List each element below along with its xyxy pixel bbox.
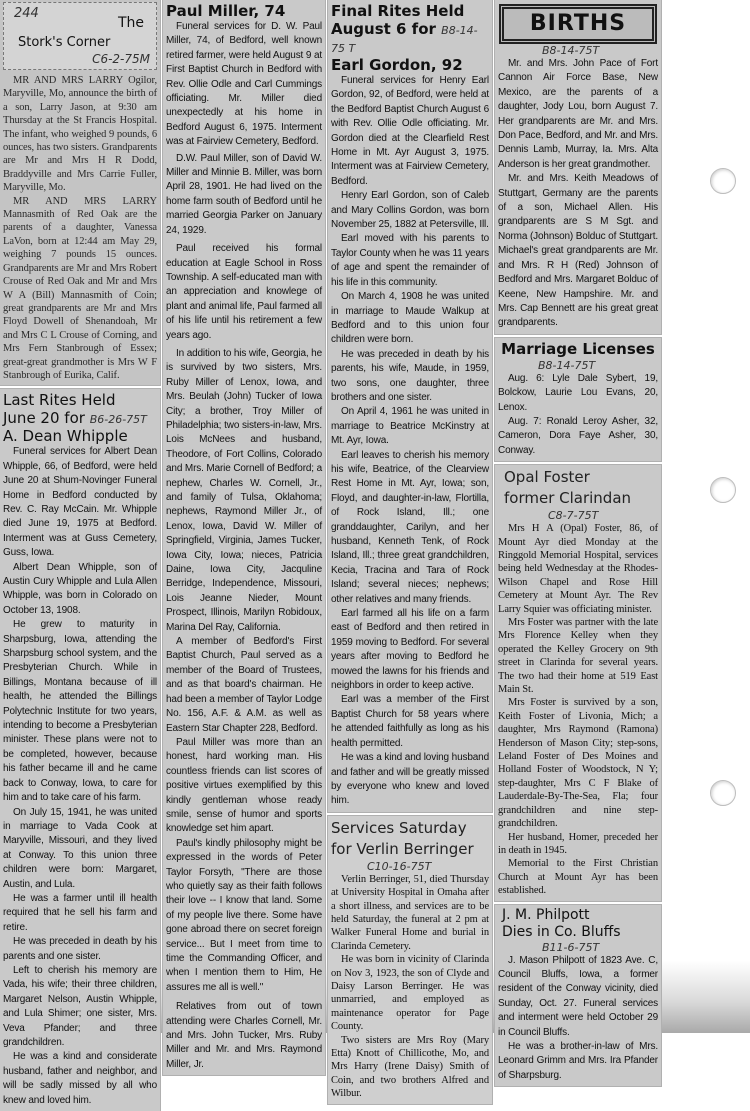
headline-line — [3, 409, 157, 427]
binder-hole — [710, 168, 736, 194]
obituary-headline — [331, 818, 489, 860]
obituary-paragraph: Earl was a member of the First Baptist Church for 58 years where he attended faithfully as long as his health permitted. — [331, 694, 489, 749]
obituary-paragraph: Mrs H A (Opal) Foster, 86, of Mount Ayr died Monday at the Ringgold Memorial Hospital, services being held Wednesday at the Rhodes-Wilson Chapel and Rose Hill Cemetery at Mount Ayr. The Rev Larry Squier was officiating minister. — [498, 523, 658, 615]
births-title-box — [499, 4, 657, 44]
handwritten-date-note: B8-14-75T — [538, 358, 596, 372]
obituary-paragraph: Memorial to the First Christian Church at Mount Ayr has been established. — [498, 858, 658, 897]
births-clipping — [495, 0, 661, 334]
column-2 — [163, 0, 325, 1075]
page-number-note: 244 — [14, 6, 39, 21]
storks-corner-clipping — [0, 0, 160, 385]
binder-hole — [710, 780, 736, 806]
handwritten-date-note: C6-2-75M — [92, 52, 150, 66]
birth-announcement: Mr. and Mrs. John Pace of Fort Cannon Air Force Base, New Mexico, are the parents of a daughter, Jody Lou, born August 7. Her grandparents are Mr. and Mrs. Don Pace, Bedford, and Mr. and Mrs. Dennis Lamb, Murray, Ia. Mrs. Alta Anderson is her great grandmother. — [498, 58, 658, 170]
obituary-paragraph: Two sisters are Mrs Roy (Mary Etta) Knott of Chillicothe, Mo, and Mrs Harry (Irene Daisy) Smith of Coin, and two brothers Alfred and Wilbur. — [331, 1034, 489, 1100]
obituary-paragraph: Funeral services for Albert Dean Whipple, 66, of Bedford, were held June 20 at Shum-Novinger Funeral Home in Bedford conducted by Rev. C. Ray McCain. Mr. Whipple died June 19, 1975 at Bedford. Interment was at Guss Cemetery, Guss, Iowa. — [3, 446, 157, 559]
headline-line — [331, 20, 489, 56]
column-4 — [495, 0, 661, 1086]
obituary-headline — [331, 2, 489, 74]
gordon-obituary-clipping — [328, 0, 492, 812]
obituary-paragraph: He was a kind and considerate husband, father and neighbor, and will be sadly missed by all who knew and loved him. — [3, 1051, 157, 1106]
obituary-paragraph: D.W. Paul Miller, son of David W. Miller and Minnie B. Miller, was born April 28, 1901. He had lived on the home farm south of Bedford until he married Georgia Parker on January 24, 1929. — [166, 152, 322, 236]
obituary-paragraph: Henry Earl Gordon, son of Caleb and Mary Collins Gordon, was born November 25, 1882 at Petersville, Ill. — [331, 190, 489, 231]
headline-line: Last Rites Held — [3, 391, 116, 410]
obituary-paragraph: Verlin Berringer, 51, died Thursday at University Hospital in Omaha after a short illness, and services are to be held Saturday, the funeral at 2 pm at Walker Funeral Home and burial in Clarinda Cemetery. — [331, 873, 489, 952]
handwritten-date-note: C8-7-75T — [548, 509, 599, 523]
handwritten-date-note: C10-16-75T — [367, 859, 432, 873]
storks-corner-header — [3, 2, 157, 70]
headline-line: A. Dean Whipple — [3, 427, 128, 446]
storks-corner-title: Stork's Corner — [18, 35, 111, 50]
obituary-headline: Paul Miller, 74 — [166, 2, 286, 20]
obituary-paragraph: Mrs Foster is survived by a son, Keith Foster of Livonia, Mich; a daughter, Mrs Raymond (Ramona) Henderson of Mason City; step-sons, Leland Foster of Des Moines and Holland Foster of Woodstock, N Y; step-daughter, Mrs C F Blake of Lauderdale-By-The-Sea, Fla; four grandchildren and nine step-grandchildren. — [498, 697, 658, 830]
marriage-licenses-title: Marriage Licenses — [501, 339, 655, 358]
whipple-obituary-clipping — [0, 389, 160, 1111]
obituary-paragraph: Left to cherish his memory are Vada, his wife; their three children, Margaret Nelson, Austin Whipple, and Lula Shimer; one sister, Mrs. Veva Pfander; and three grandchildren. — [3, 964, 157, 1048]
headline-line: Opal Foster — [504, 468, 590, 487]
handwritten-date-note: B11-6-75T — [542, 940, 600, 954]
handwritten-date-note: B6-26-75T — [89, 413, 147, 427]
headline-line: for Verlin Berringer — [331, 839, 474, 858]
berringer-obituary-clipping — [328, 816, 492, 1104]
obituary-paragraph: He was preceded in death by his parents, his wife, Maude, in 1959, two sons, one daughter, three brothers and one sister. — [331, 348, 489, 403]
obituary-paragraph: On March 4, 1908 he was united in marriage to Maude Walkup at Bedford and to this union four children were born. — [331, 291, 489, 346]
storks-corner-title-the: The — [117, 15, 144, 31]
headline-line: Dies in Co. Bluffs — [502, 923, 621, 940]
marriage-license-entry: Aug. 6: Lyle Dale Sybert, 19, Bolckow, Laurie Lou Evans, 20, Lenox. — [498, 372, 658, 413]
obituary-paragraph: A member of Bedford's First Baptist Church, Paul served as a member of the Board of Trustees, and as that board's chairman. He had been a member of Taylor Lodge No. 156, A.F. & A.M. as well as Eastern Star Chapter 228, Bedford. — [166, 636, 322, 734]
headline-line: Final Rites Held — [331, 2, 465, 20]
obituary-paragraph: Earl farmed all his life on a farm east of Bedford and then retired in 1959 moving to Bedford. For several years after moving to Bedford he mowed the lawns for his friends and neighbors in order to keep active. — [331, 608, 489, 692]
birth-announcement: Mr. and Mrs. Keith Meadows of Stuttgart, Germany are the parents of a son, Michael Allen. His grandparents are S M Sgt. and Norma (Johnson) Bolduc of Stuttgart. Michael's great grandparents are Mr. and Mrs. R H (Red) Johnson of Bedford and Mrs. Margaret Bolduc of Keene, New Hampshire. Mr. and Mrs. Cap Bennett are his great great grandparents. — [498, 173, 658, 329]
obituary-paragraph: Mrs Foster was partner with the late Mrs Florence Kelley when they operated the Kelley Grocery on 9th street in Clarinda for several years. The two had their home at 519 East Main St. — [498, 617, 658, 696]
headline-line: Services Saturday — [331, 818, 467, 837]
birth-announcement: MR AND MRS LARRY Mannasmith of Red Oak are the parents of a daughter, Vanessa LaVon, born at 12:44 am May 29, weighing 7 pounds 15 ounces. Grandparents are Mr and Mrs Robert Crouse of Red Oak and Mr and Mrs W A (Bill) Mannasmith of Coin; great grandparents are Mr and Mrs Floyd Dowell of Shenandoah, Mr and Mrs C L Crouse of Corning, and Mrs Fern Stanbrough of Essex; great-great grandmother is Mrs W F Stanbrough of Eurika, Calif. — [3, 195, 157, 381]
obituary-paragraph: J. Mason Philpott of 1823 Ave. C, Council Bluffs, Iowa, a former resident of the Conway vicinity, died Sunday, Oct. 27. Funeral services and interment were held October 29 in Council Bluffs. — [498, 954, 658, 1038]
miller-obituary-clipping — [163, 0, 325, 1075]
obituary-paragraph: On April 4, 1961 he was united in marriage to Beatrice McKinstry at Mt. Ayr, Iowa. — [331, 406, 489, 447]
headline-text: August 6 for — [331, 20, 436, 38]
obituary-paragraph: Paul's kindly philosophy might be expressed in the words of Peter Taylor Forsyth, "There are those who quietly say as their faith follows their love -- I know that land. Some of my people live there. Some have gone abroad there on secret foreign service... But I meet from time to time the Commanding Officer, and when I mention them to Him, He assures me all is well." — [166, 837, 322, 993]
column-1 — [0, 0, 160, 1111]
obituary-paragraph: On July 15, 1941, he was united in marriage to Vada Cook at Maryville, Missouri, and they lived at Conway. To this union three children were born: Margaret, Austin, and Lula. — [3, 806, 157, 890]
obituary-paragraph: Funeral services for Henry Earl Gordon, 92, of Bedford, were held at the Bedford Baptist Church August 6 with Rev. Ollie Odle officiating. Mr. Gordon died at the Clearfield Rest Home in Mt. Ayr August 3, 1975. Interment was at Fairview Cemetery, Bedford. — [331, 75, 489, 187]
obituary-paragraph: Paul received his formal education at Eagle School in Ross Township. A self-educated man with an appreciation and knowlege of plant and animal life, Paul farmed all of his life until his retirement a few years ago. — [166, 243, 322, 341]
handwritten-date-note: B8-14-75T — [542, 44, 600, 57]
obituary-paragraph: Paul Miller was more than an honest, hard working man. His countless friends can list scores of positive virtues exemplified by this kindly gentleman whose ready smile, sense of humor and sports knowledge set him apart. — [166, 736, 322, 835]
obituary-headline — [498, 907, 658, 941]
obituary-paragraph: He grew to maturity in Sharpsburg, Iowa, attending the Sharpsburg school system, and the Presbyterian Church. While in Billings, Montana because of ill health, he attended the Billings Polytechnic Institute for two years, intending to become a Presbyterian minister. These plans were not to be completed, however, because his father became ill and he came back to Conway, Iowa, to care for him and to take care of his farm. — [3, 619, 157, 804]
column-3 — [328, 0, 492, 1104]
obituary-paragraph: He was preceded in death by his parents and one sister. — [3, 936, 157, 962]
obituary-paragraph: He was a kind and loving husband and father and will be greatly missed by everyone who knew and loved him. — [331, 752, 489, 807]
marriage-license-entry: Aug. 7: Ronald Leroy Asher, 32, Cameron, Dora Faye Asher, 30, Conway. — [498, 415, 658, 456]
obituary-paragraph: Her husband, Homer, preceded her in death in 1945. — [498, 831, 658, 856]
obituary-headline — [498, 467, 658, 509]
marriage-licenses-clipping — [495, 338, 661, 461]
headline-text: June 20 for — [3, 409, 85, 428]
obituary-paragraph: In addition to his wife, Georgia, he is survived by two sisters, Mrs. Ruby Miller of Lenox, Iowa, and Mrs. Beulah (John) Tucker of Iowa City; a brother, Troy Miller of Philadelphia; two sisters-in-law, Mrs. Lois McNees and husband, Theodore, of Fort Collins, Colorado and Mrs. Marie Cornell of Bedford; a nephew, Charles W. Cornell, Jr., and family of Tulsa, Oklahoma; nephews, Raymond Miller Jr., of Lenox, Iowa, David W. Miller of Springfield, Virginia, James Tucker, Iowa City, Iowa; nieces, Patricia Daine, Iowa City, Jacquline Berridge, Independence, Missouri, Lois Jeanne Nieder, Mount Prospect, Illinois, Marilyn Robidoux, Marina Del Ray, California. — [166, 347, 322, 633]
birth-announcement: MR AND MRS LARRY Ogilor, Maryville, Mo, announce the birth of a son, Larry Jason, at 9:30 am Thursday at the St Francis Hospital. The infant, who weighed 9 pounds, 6 ounces, has two sisters. Grandparents are Mr and Mrs H R Dodd, Braddyville and Mrs Carrie Fuller, Maryville, Mo. — [3, 75, 157, 194]
obituary-paragraph: Relatives from out of town attending were Charles Cornell, Mr. and Mrs. John Tucker, Mrs. Ruby Miller and Mr. and Mrs. Raymond Miller, Jr. — [166, 1001, 322, 1070]
obituary-paragraph: Funeral services for D. W. Paul Miller, 74, of Bedford, well known retired farmer, were held August 9 at First Baptist Church in Bedford with Rev. Ollie Odle and Carl Cummings officiating. Mr. Miller died unexpectedly at his home in Bedford August 6, 1975. Interment was at Fairview Cemetery, Bedford. — [166, 21, 322, 148]
obituary-headline — [3, 391, 157, 445]
births-title: BIRTHS — [529, 11, 627, 36]
handwritten-date-note: B8-14-75 T — [331, 24, 478, 55]
obituary-paragraph: He was born in vicinity of Clarinda on Nov 3, 1923, the son of Clyde and Daisy Larson Berringer. He was unmarried, and employed as maintenance operator for Page County. — [331, 954, 489, 1033]
obituary-paragraph: Albert Dean Whipple, son of Austin Cury Whipple and Lula Allen Whipple, was born in Colorado on October 13, 1908. — [3, 561, 157, 616]
binder-hole — [710, 477, 736, 503]
headline-line: former Clarindan — [504, 489, 632, 508]
headline-line: Earl Gordon, 92 — [331, 56, 463, 74]
obituary-paragraph: Earl moved with his parents to Taylor County when he was 11 years of age and spent the remainder of his life in this community. — [331, 233, 489, 288]
obituary-paragraph: He was a farmer until ill health required that he sell his farm and retire. — [3, 892, 157, 933]
obituary-paragraph: Earl leaves to cherish his memory his wife, Beatrice, of the Clearview Rest Home in Mt. Ayr, Iowa; son, Floyd, and daughter-in-law, Flortilla, of Rock Island, Ill.; one granddaughter, Carilyn, and her husband, Kenneth Tenk, of Rock Island, Ill.; three great grandchildren, Kecia, Tracina and Tara of Rock Island; several nieces; nephews; other relatives and many friends. — [331, 449, 489, 605]
foster-obituary-clipping — [495, 465, 661, 900]
obituary-paragraph: He was a brother-in-law of Mrs. Leonard Grimm and Mrs. Ira Pfander of Sharpsburg. — [498, 1040, 658, 1081]
philpott-obituary-clipping — [495, 905, 661, 1087]
headline-line: J. M. Philpott — [502, 906, 590, 923]
